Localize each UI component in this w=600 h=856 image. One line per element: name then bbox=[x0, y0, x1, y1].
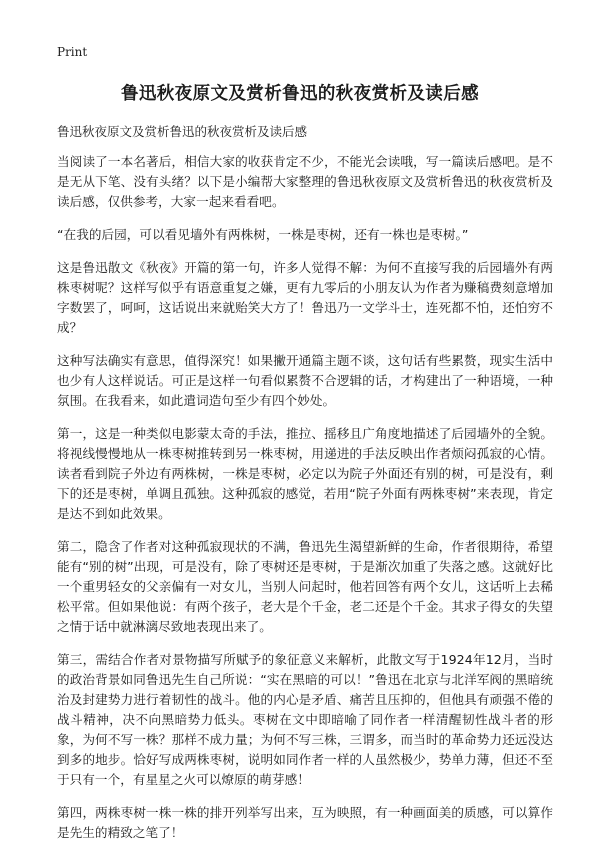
paragraph-question: 这是鲁迅散文《秋夜》开篇的第一句，许多人觉得不解：为何不直接写我的后园墙外有两株枣树呢？这样写似乎有语意重复之嫌，更有九零后的小朋友认为作者为赚稿费刻意增加字数罢了，呵呵，这话说出来就贻笑大方了！鲁迅乃一文学斗士，连死都不怕，还怕穷不成？ bbox=[57, 260, 553, 335]
paragraph-thesis: 这种写法确实有意思，值得深究！如果撇开通篇主题不谈，这句话有些累赘，现实生活中也少有人这样说话。可正是这样一句看似累赘不合逻辑的话，才构建出了一种语境，一种氛围。在我看来，如此遣词造句至少有四个妙处。 bbox=[57, 353, 553, 408]
paragraph-point-four: 第四，两株枣树一株一株的排开列举写出来，互为映照，有一种画面美的质感，可以算作是先生的精致之笔了！ bbox=[57, 805, 553, 840]
print-link[interactable]: Print bbox=[57, 45, 88, 59]
paragraph-point-one: 第一，这是一种类似电影蒙太奇的手法，推拉、摇移且广角度地描述了后园墙外的全貌。将视线慢慢地从一株枣树推转到另一株枣树，用递进的手法反映出作者烦闷孤寂的心情。读者看到院子外边有两株树，一株是枣树，必定以为院子外面还有别的树，可是没有，剩下的还是枣树，单调且孤独。这种孤寂的感觉，若用“院子外面有两株枣树”来表现，肯定是达不到如此效果。 bbox=[57, 426, 553, 521]
paragraph-point-three: 第三，需结合作者对景物描写所赋予的象征意义来解析，此散文写于1924年12月，当时的政治背景如同鲁迅先生自己所说：“实在黑暗的可以！”鲁迅在北京与北洋军阀的黑暗统治及封建势力进行着韧性的战斗。他的内心是矛盾、痛苦且压抑的，但他具有顽强不倦的战斗精神，决不向黑暗势力低头。枣树在文中即暗喻了同作者一样清醒韧性战斗者的形象，为何不写一株？那样不成力量；为何不写三株，三谓多，而当时的革命势力还远没达到多的地步。恰好写成两株枣树，说明如同作者一样的人虽然极少，势单力薄，但还不至于只有一个，有星星之火可以燎原的萌芽感！ bbox=[57, 652, 553, 787]
article-subtitle: 鲁迅秋夜原文及赏析鲁迅的秋夜赏析及读后感 bbox=[57, 124, 308, 139]
paragraph-point-two: 第二，隐含了作者对这种孤寂现状的不满，鲁迅先生渴望新鲜的生命，作者很期待，希望能有“别的树”出现，可是没有，除了枣树还是枣树，于是渐次加重了失落之感。这就好比一个重男轻女的父亲偏有一对女儿，当别人问起时，他若回答有两个女儿，这话听上去稀松平常。但如果他说：有两个孩子，老大是个千金，老二还是个千金。其求子得女的失望之情于话中就淋漓尽致地表现出来了。 bbox=[57, 539, 553, 634]
paragraph-quote: “在我的后园，可以看见墙外有两株树，一株是枣树，还有一株也是枣树。” bbox=[57, 227, 469, 242]
page-title: 鲁迅秋夜原文及赏析鲁迅的秋夜赏析及读后感 bbox=[121, 84, 479, 104]
paragraph-intro: 当阅读了一本名著后，相信大家的收获肯定不少，不能光会读哦，写一篇读后感吧。是不是无从下笔、没有头绪？以下是小编帮大家整理的鲁迅秋夜原文及赏析鲁迅的秋夜赏析及读后感，仅供参考，大家一起来看看吧。 bbox=[57, 154, 553, 209]
article-body bbox=[57, 152, 553, 856]
